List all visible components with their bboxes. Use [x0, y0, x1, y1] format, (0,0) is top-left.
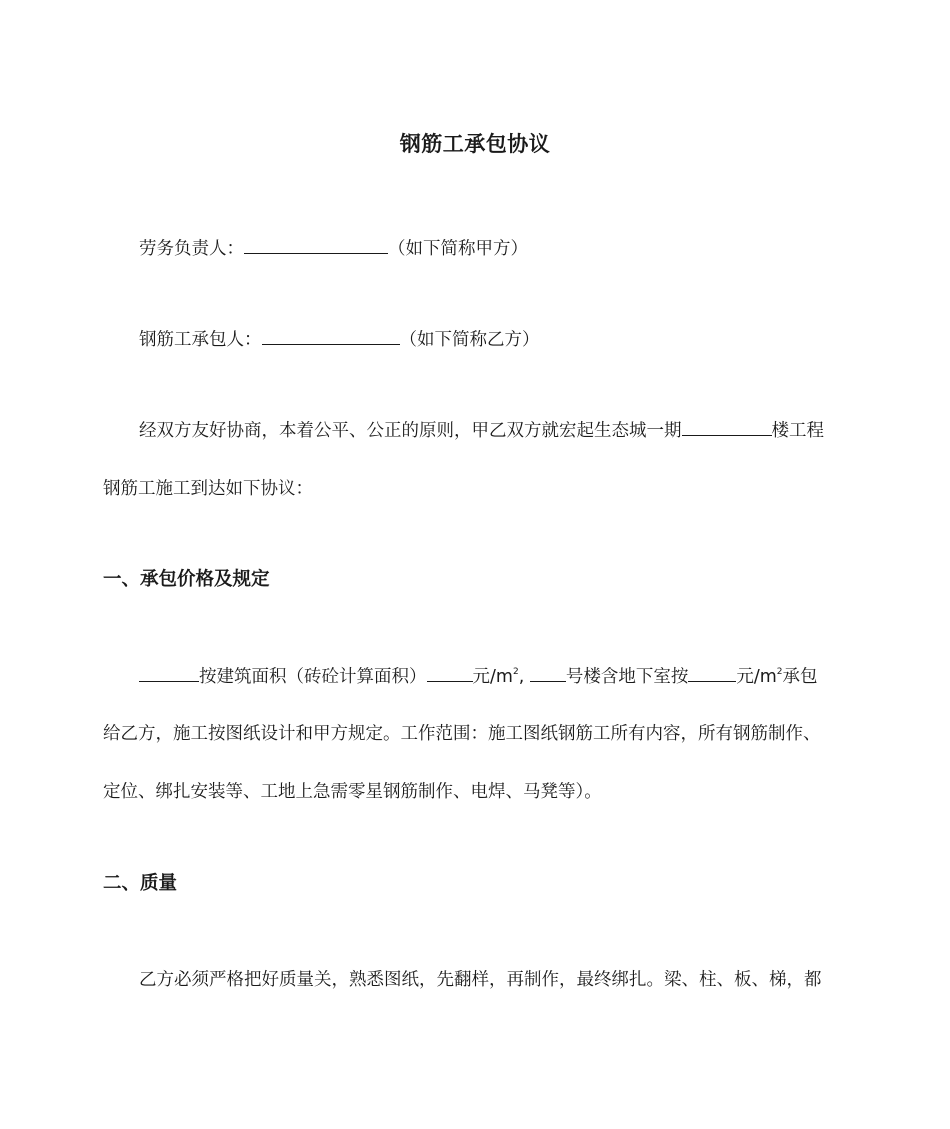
price-blank-2	[688, 664, 736, 682]
section-2-heading: 二、质量	[103, 873, 178, 894]
party-b-suffix: （如下简称乙方）	[399, 330, 540, 350]
party-b-label: 钢筋工承包人：	[139, 330, 262, 350]
intro-line-2: 钢筋工施工到达如下协议：	[103, 479, 313, 499]
section-1-line-2: 给乙方，施工按图纸设计和甲方规定。工作范围：施工图纸钢筋工所有内容，所有钢筋制作、	[103, 724, 821, 744]
section-1-heading: 一、承包价格及规定	[103, 569, 270, 590]
s1-sup1: 2	[512, 667, 519, 677]
party-a-suffix: （如下简称甲方）	[388, 239, 528, 259]
party-b-line	[139, 327, 540, 352]
s1-seg6: 承包	[782, 667, 818, 687]
s1-seg5: 元/m	[736, 667, 777, 687]
s1-sup2: 2	[776, 667, 783, 677]
price-blank-1	[427, 664, 473, 682]
party-a-label: 劳务负责人：	[139, 239, 244, 259]
s1-seg3: ,	[518, 667, 525, 687]
building-number-blank	[682, 418, 772, 436]
intro-text-start: 经双方友好协商，本着公平、公正的原则，甲乙双方就宏起生态城一期	[139, 421, 682, 441]
intro-text-end: 楼工程	[771, 421, 824, 441]
document-title: 钢筋工承包协议	[399, 132, 551, 156]
area-blank	[139, 664, 199, 682]
party-b-blank	[262, 327, 400, 345]
party-a-line	[139, 236, 528, 261]
building-blank	[530, 664, 566, 682]
section-1-line-3: 定位、绑扎安装等、工地上急需零星钢筋制作、电焊、马凳等）。	[103, 782, 602, 802]
section-2-line-1: 乙方必须严格把好质量关，熟悉图纸，先翻样，再制作，最终绑扎。梁、柱、板、梯，都	[139, 970, 822, 990]
s1-seg4: 号楼含地下室按	[565, 667, 689, 687]
section-1-line-1	[139, 664, 818, 689]
s1-seg2: 元/m	[472, 667, 513, 687]
party-a-blank	[244, 236, 388, 254]
intro-line-1	[139, 418, 824, 443]
s1-seg1: 按建筑面积（砖砼计算面积）	[199, 667, 427, 687]
